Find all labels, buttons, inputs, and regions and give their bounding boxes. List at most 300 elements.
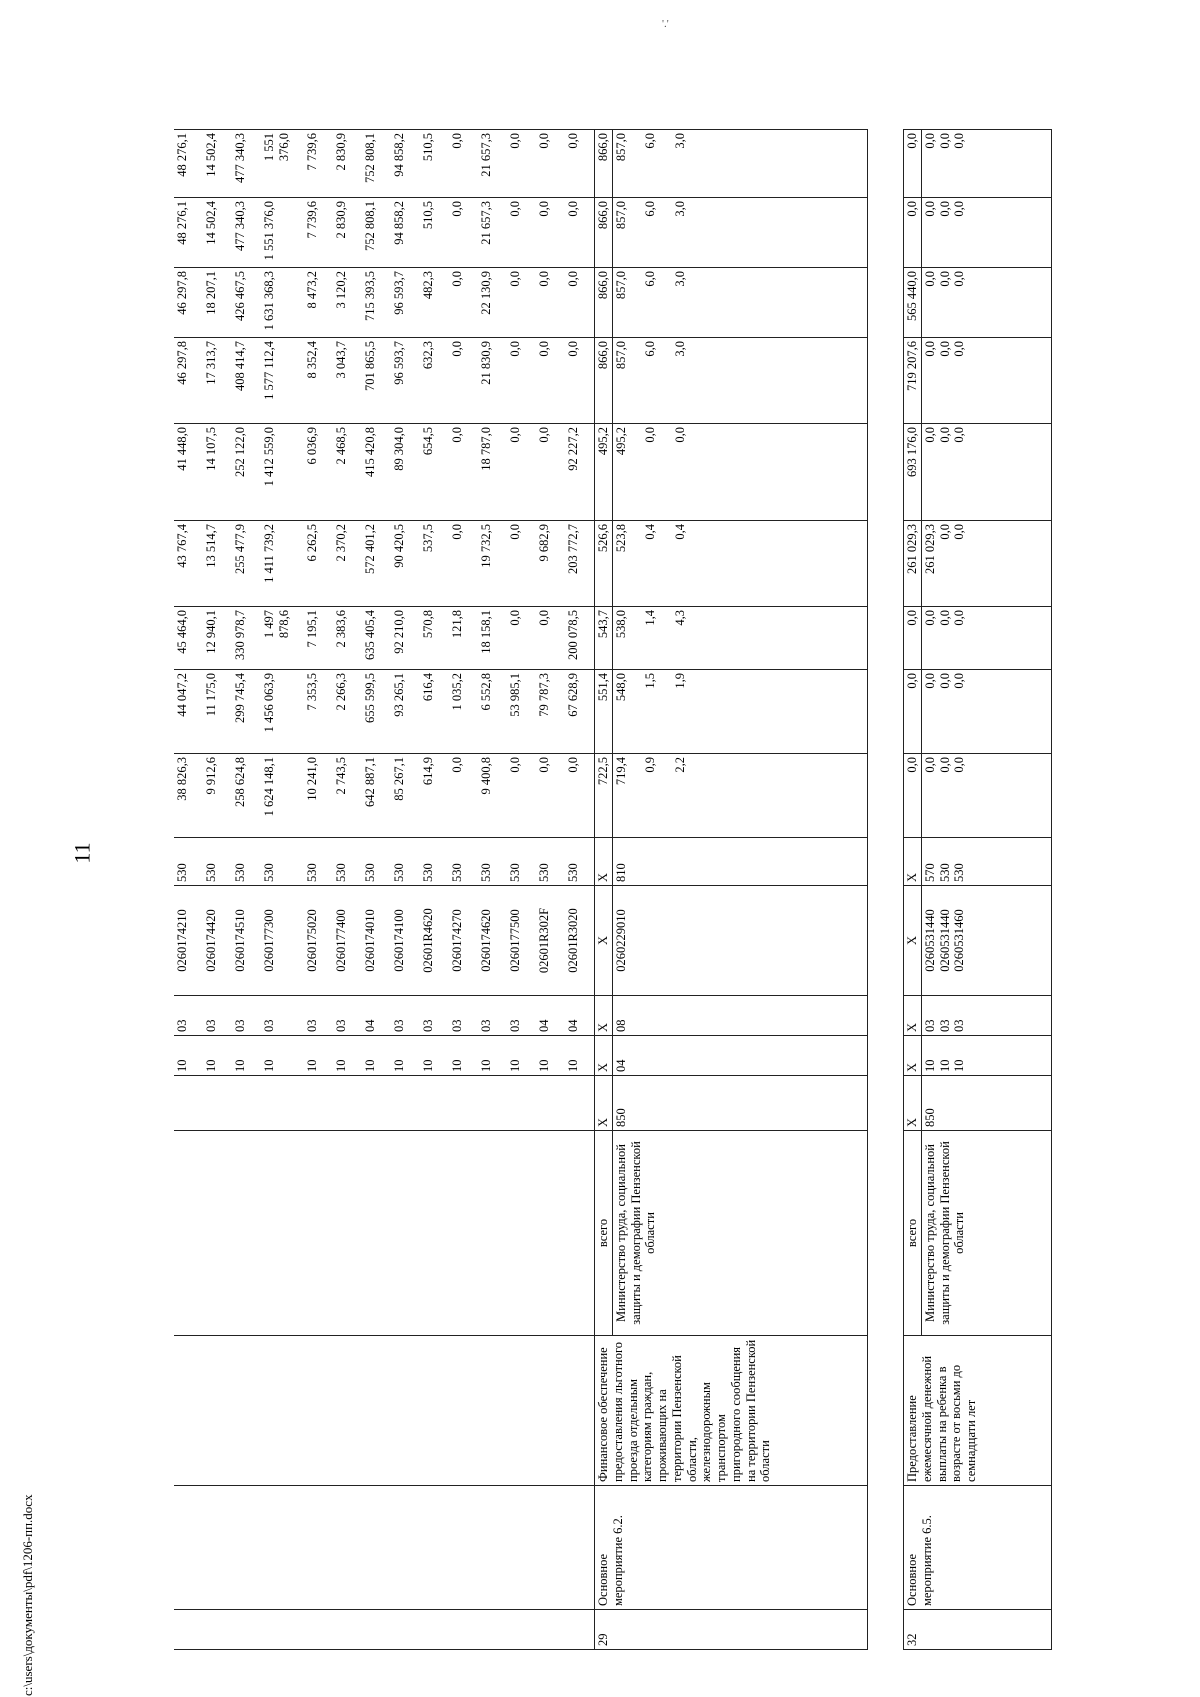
amount: 67 628,9 [565, 670, 595, 754]
amount: 495,2 0,0 0,0 [612, 424, 867, 521]
amount: 565 440,0 [904, 268, 922, 338]
blank-cell [174, 1486, 203, 1610]
amount: 510,5 [420, 198, 449, 268]
blank-cell [232, 1486, 261, 1610]
amount: 866,0 [595, 338, 613, 424]
amount: 0,0 [449, 268, 478, 338]
subsection: 03 [507, 996, 536, 1036]
subsection: 04 [362, 996, 391, 1036]
blank-cell [174, 1336, 203, 1486]
blank-cell [203, 1131, 232, 1336]
expense-type: 530 [362, 838, 391, 886]
blank-cell [391, 1486, 420, 1610]
blank-cell [362, 1076, 391, 1131]
amount: 0,0 [449, 338, 478, 424]
amount: 655 599,5 [362, 670, 391, 754]
amount: 17 313,7 [203, 338, 232, 424]
blank-cell [565, 1131, 595, 1336]
continuation-rows [174, 130, 595, 1650]
blank-cell [565, 1610, 595, 1650]
amount: 722,5 [595, 754, 613, 838]
amount: 0,0 [507, 268, 536, 338]
blank-cell [304, 1610, 333, 1650]
amount: 96 593,7 [391, 268, 420, 338]
amount: 22 130,9 [478, 268, 507, 338]
section: 10 [536, 1036, 565, 1076]
amount: 10 241,0 [304, 754, 333, 838]
blank-cell [391, 1610, 420, 1650]
target-code: 0260177400 [333, 886, 362, 996]
target-code: 02601R4620 [420, 886, 449, 996]
expense-type: 530 [174, 838, 203, 886]
amount: 572 401,2 [362, 521, 391, 607]
amount: 7 739,6 [304, 198, 333, 268]
amount: 3 120,2 [333, 268, 362, 338]
section: 04 [612, 1036, 867, 1076]
amount: 1 577 112,4 [261, 338, 304, 424]
target-code: 0260175020 [304, 886, 333, 996]
amount: 48 276,1 [174, 198, 203, 268]
amount: 752 808,1 [362, 198, 391, 268]
table-row [449, 130, 478, 1650]
amount: 0,0 [904, 198, 922, 268]
blank-cell [565, 1076, 595, 1131]
target-code: X [904, 886, 922, 996]
section: 10 [203, 1036, 232, 1076]
blank-cell [362, 1131, 391, 1336]
amount: 18 207,1 [203, 268, 232, 338]
grbs: 850 [921, 1076, 1051, 1131]
blank-cell [449, 1336, 478, 1486]
target-code: 0260174620 [478, 886, 507, 996]
amount: 255 477,9 [232, 521, 261, 607]
section: 10 [232, 1036, 261, 1076]
expense-type: 530 [333, 838, 362, 886]
amount: 0,0 [536, 424, 565, 521]
amount: 18 158,1 [478, 607, 507, 670]
grbs: X [904, 1076, 922, 1131]
total-label: всего [595, 1131, 613, 1336]
target-code: 0260531440 0260531440 0260531460 [921, 886, 1051, 996]
amount: 632,3 [420, 338, 449, 424]
section: 10 [261, 1036, 304, 1076]
amount: 0,0 [536, 268, 565, 338]
target-code: 02601R3020 [565, 886, 595, 996]
amount: 642 887,1 [362, 754, 391, 838]
blank-cell [449, 1131, 478, 1336]
section: 10 [333, 1036, 362, 1076]
expense-type: 530 [478, 838, 507, 886]
blank-cell [565, 1486, 595, 1610]
blank-cell [232, 1131, 261, 1336]
expense-type: 530 [536, 838, 565, 886]
amount: 0,0 [507, 754, 536, 838]
blank-cell [333, 1336, 362, 1486]
amount: 93 265,1 [391, 670, 420, 754]
blank-cell [420, 1131, 449, 1336]
expense-type: 530 [203, 838, 232, 886]
amount: 0,0 [565, 130, 595, 198]
blank-cell [391, 1076, 420, 1131]
blank-cell [304, 1336, 333, 1486]
amount: 1 411 739,2 [261, 521, 304, 607]
amount: 94 858,2 [391, 198, 420, 268]
amount: 477 340,3 [232, 198, 261, 268]
amount: 0,0 [904, 607, 922, 670]
amount: 2 266,3 [333, 670, 362, 754]
amount: 1 035,2 [449, 670, 478, 754]
blank-cell [536, 1131, 565, 1336]
amount: 41 448,0 [174, 424, 203, 521]
subsection: 03 [174, 996, 203, 1036]
blank-cell [478, 1131, 507, 1336]
blank-cell [536, 1336, 565, 1486]
expense-type: 530 [232, 838, 261, 886]
corner-mark: '.' [662, 18, 669, 30]
amount: 14 502,4 [203, 198, 232, 268]
blank-cell [362, 1610, 391, 1650]
section: 10 [565, 1036, 595, 1076]
section: X [595, 1036, 613, 1076]
amount: 92 210,0 [391, 607, 420, 670]
section: 10 [391, 1036, 420, 1076]
amount: 48 276,1 [174, 130, 203, 198]
blank-cell [261, 1131, 304, 1336]
amount: 719,4 0,9 2,2 [612, 754, 867, 838]
subsection: 04 [536, 996, 565, 1036]
amount: 79 787,3 [536, 670, 565, 754]
amount: 0,0 [904, 754, 922, 838]
section: 10 [362, 1036, 391, 1076]
blank-cell [203, 1610, 232, 1650]
section: 10 [507, 1036, 536, 1076]
amount: 0,0 0,0 0,0 [921, 268, 1051, 338]
amount: 0,0 [565, 198, 595, 268]
section: 10 [449, 1036, 478, 1076]
amount: 299 745,4 [232, 670, 261, 754]
amount: 0,0 [565, 268, 595, 338]
amount: 0,0 [536, 754, 565, 838]
amount: 0,0 [449, 521, 478, 607]
expense-type: 530 [507, 838, 536, 886]
amount: 2 370,2 [333, 521, 362, 607]
amount: 408 414,7 [232, 338, 261, 424]
amount: 261 029,3 0,0 0,0 [921, 521, 1051, 607]
amount: 719 207,6 [904, 338, 922, 424]
amount: 21 657,3 [478, 198, 507, 268]
amount: 0,0 [536, 198, 565, 268]
amount: 92 227,2 [565, 424, 595, 521]
subsection: X [595, 996, 613, 1036]
expense-type: 530 [391, 838, 420, 886]
section: 10 [420, 1036, 449, 1076]
amount: 0,0 [565, 338, 595, 424]
amount: 0,0 [536, 130, 565, 198]
amount: 9 682,9 [536, 521, 565, 607]
amount: 261 029,3 [904, 521, 922, 607]
amount: 2 383,6 [333, 607, 362, 670]
table-row [391, 130, 420, 1650]
target-code: 0260174420 [203, 886, 232, 996]
blank-cell [333, 1610, 362, 1650]
amount: 0,0 0,0 0,0 [921, 338, 1051, 424]
amount: 415 420,8 [362, 424, 391, 521]
amount: 44 047,2 [174, 670, 203, 754]
amount: 866,0 [595, 130, 613, 198]
amount: 0,0 [507, 338, 536, 424]
blank-cell [478, 1076, 507, 1131]
amount: 6 036,9 [304, 424, 333, 521]
amount: 616,4 [420, 670, 449, 754]
amount: 0,0 0,0 0,0 [921, 754, 1051, 838]
table-row [304, 130, 333, 1650]
amount: 693 176,0 [904, 424, 922, 521]
amount: 0,0 [507, 424, 536, 521]
amount: 0,0 0,0 0,0 [921, 607, 1051, 670]
subsection: 03 [478, 996, 507, 1036]
amount: 477 340,3 [232, 130, 261, 198]
amount: 0,0 [507, 130, 536, 198]
amount: 570,8 [420, 607, 449, 670]
amount: 752 808,1 [362, 130, 391, 198]
amount: 482,3 [420, 268, 449, 338]
blank-cell [420, 1336, 449, 1486]
amount: 2 830,9 [333, 130, 362, 198]
page-number: 11 [69, 842, 95, 864]
amount: 426 467,5 [232, 268, 261, 338]
section: 10 [478, 1036, 507, 1076]
blank-cell [536, 1610, 565, 1650]
amount: 866,0 [595, 268, 613, 338]
amount: 9 912,6 [203, 754, 232, 838]
amount: 96 593,7 [391, 338, 420, 424]
blank-cell [203, 1076, 232, 1131]
amount: 0,0 [904, 670, 922, 754]
target-code: 0260177300 [261, 886, 304, 996]
blank-cell [507, 1076, 536, 1131]
blank-cell [261, 1336, 304, 1486]
expense-type: 530 [304, 838, 333, 886]
amount: 203 772,7 [565, 521, 595, 607]
blank-cell [420, 1486, 449, 1610]
amount: 866,0 [595, 198, 613, 268]
amount: 635 405,4 [362, 607, 391, 670]
subsection: 03 [261, 996, 304, 1036]
subsection: 03 [203, 996, 232, 1036]
blank-cell [304, 1076, 333, 1131]
table-row [565, 130, 595, 1650]
table-row [362, 130, 391, 1650]
measure-6-2 [595, 130, 868, 1650]
blank-cell [536, 1076, 565, 1131]
expense-type: 530 [565, 838, 595, 886]
table-row [536, 130, 565, 1650]
amount: 0,0 0,0 0,0 [921, 424, 1051, 521]
amount: 0,0 [536, 607, 565, 670]
subsection: 03 [449, 996, 478, 1036]
blank-cell [261, 1076, 304, 1131]
amount: 94 858,2 [391, 130, 420, 198]
amount: 857,0 6,0 3,0 [612, 268, 867, 338]
blank-cell [174, 1610, 203, 1650]
amount: 1 551 376,0 [261, 198, 304, 268]
amount: 2 468,5 [333, 424, 362, 521]
blank-cell [507, 1610, 536, 1650]
amount: 1 631 368,3 [261, 268, 304, 338]
table-row [333, 130, 362, 1650]
budget-table-6-5 [903, 129, 1052, 1650]
amount: 0,0 0,0 0,0 [921, 198, 1051, 268]
amount: 14 107,5 [203, 424, 232, 521]
amount: 3 043,7 [333, 338, 362, 424]
amount: 121,8 [449, 607, 478, 670]
blank-cell [232, 1610, 261, 1650]
subsection: X [904, 996, 922, 1036]
amount: 614,9 [420, 754, 449, 838]
target-code: 0260174270 [449, 886, 478, 996]
blank-cell [478, 1610, 507, 1650]
target-code: X [595, 886, 613, 996]
amount: 0,0 [904, 130, 922, 198]
amount: 18 787,0 [478, 424, 507, 521]
amount: 548,0 1,5 1,9 [612, 670, 867, 754]
grbs: 850 [612, 1076, 867, 1131]
budget-table [174, 129, 868, 1650]
blank-cell [203, 1336, 232, 1486]
blank-cell [261, 1486, 304, 1610]
total-label: всего [904, 1131, 922, 1336]
amount: 1 412 559,0 [261, 424, 304, 521]
subsection: 03 [304, 996, 333, 1036]
amount: 19 732,5 [478, 521, 507, 607]
section: X [904, 1036, 922, 1076]
amount: 258 624,8 [232, 754, 261, 838]
amount: 9 400,8 [478, 754, 507, 838]
amount: 43 767,4 [174, 521, 203, 607]
blank-cell [507, 1131, 536, 1336]
amount: 200 078,5 [565, 607, 595, 670]
amount: 0,0 [507, 198, 536, 268]
target-code: 0260174100 [391, 886, 420, 996]
amount: 0,0 0,0 0,0 [921, 670, 1051, 754]
blank-cell [362, 1486, 391, 1610]
amount: 12 940,1 [203, 607, 232, 670]
ministry-name: Министерство труда, социальной защиты и демографии Пензенской области [921, 1131, 1051, 1336]
amount: 0,0 [449, 754, 478, 838]
blank-cell [449, 1076, 478, 1131]
ministry-name: Министерство труда, социальной защиты и демографии Пензенской области [612, 1131, 867, 1336]
blank-cell [420, 1076, 449, 1131]
amount: 526,6 [595, 521, 613, 607]
amount: 252 122,0 [232, 424, 261, 521]
blank-cell [420, 1610, 449, 1650]
target-code: 0260174010 [362, 886, 391, 996]
measure-6-5 [904, 130, 1052, 1650]
target-code: 0260229010 [612, 886, 867, 996]
blank-cell [333, 1131, 362, 1336]
blank-cell [203, 1486, 232, 1610]
amount: 2 743,5 [333, 754, 362, 838]
blank-cell [232, 1336, 261, 1486]
blank-cell [449, 1486, 478, 1610]
blank-cell [565, 1336, 595, 1486]
target-code: 0260174210 [174, 886, 203, 996]
amount: 0,0 [565, 754, 595, 838]
blank-cell [333, 1076, 362, 1131]
section: 10 [304, 1036, 333, 1076]
target-code: 0260177500 [507, 886, 536, 996]
table-row [420, 130, 449, 1650]
amount: 551,4 [595, 670, 613, 754]
row-number: 32 [904, 1610, 1052, 1650]
grbs: X [595, 1076, 613, 1131]
amount: 495,2 [595, 424, 613, 521]
expense-type: X [904, 838, 922, 886]
measure-title: Финансовое обеспечение предоставления льготного проезда отдельным категориям граждан, проживающих на территории Пензенской области, железнодорожным транспортом пригородного сообщения на территории Пензенской области [595, 1336, 868, 1486]
expense-type: 570 530 530 [921, 838, 1051, 886]
blank-cell [333, 1486, 362, 1610]
amount: 90 420,5 [391, 521, 420, 607]
table-row [478, 130, 507, 1650]
row-number: 29 [595, 1610, 868, 1650]
blank-cell [232, 1076, 261, 1131]
table-row [203, 130, 232, 1650]
blank-cell [449, 1610, 478, 1650]
amount: 0,0 [507, 521, 536, 607]
subsection: 03 [232, 996, 261, 1036]
amount: 85 267,1 [391, 754, 420, 838]
amount: 45 464,0 [174, 607, 203, 670]
amount: 330 978,7 [232, 607, 261, 670]
amount: 857,0 6,0 3,0 [612, 338, 867, 424]
amount: 53 985,1 [507, 670, 536, 754]
amount: 1 497 878,6 [261, 607, 304, 670]
amount: 7 195,1 [304, 607, 333, 670]
amount: 6 262,5 [304, 521, 333, 607]
blank-cell [478, 1336, 507, 1486]
amount: 0,0 0,0 0,0 [921, 130, 1051, 198]
amount: 857,0 6,0 3,0 [612, 130, 867, 198]
subsection: 03 [420, 996, 449, 1036]
blank-cell [391, 1336, 420, 1486]
amount: 14 502,4 [203, 130, 232, 198]
amount: 7 739,6 [304, 130, 333, 198]
expense-type: 530 [420, 838, 449, 886]
subsection: 04 [565, 996, 595, 1036]
blank-cell [304, 1486, 333, 1610]
blank-cell [261, 1610, 304, 1650]
second-table-rotated [903, 50, 1090, 1650]
table-row [261, 130, 304, 1650]
blank-cell [174, 1076, 203, 1131]
amount: 7 353,5 [304, 670, 333, 754]
amount: 523,8 0,4 0,4 [612, 521, 867, 607]
table-row [507, 130, 536, 1650]
amount: 654,5 [420, 424, 449, 521]
amount: 89 304,0 [391, 424, 420, 521]
expense-type: X [595, 838, 613, 886]
amount: 6 552,8 [478, 670, 507, 754]
subsection: 03 [333, 996, 362, 1036]
amount: 2 830,9 [333, 198, 362, 268]
amount: 538,0 1,4 4,3 [612, 607, 867, 670]
measure-name: Основное мероприятие 6.2. [595, 1486, 868, 1610]
blank-cell [536, 1486, 565, 1610]
blank-cell [507, 1336, 536, 1486]
amount: 1 456 063,9 [261, 670, 304, 754]
main-table-rotated [174, 50, 878, 1650]
amount: 537,5 [420, 521, 449, 607]
